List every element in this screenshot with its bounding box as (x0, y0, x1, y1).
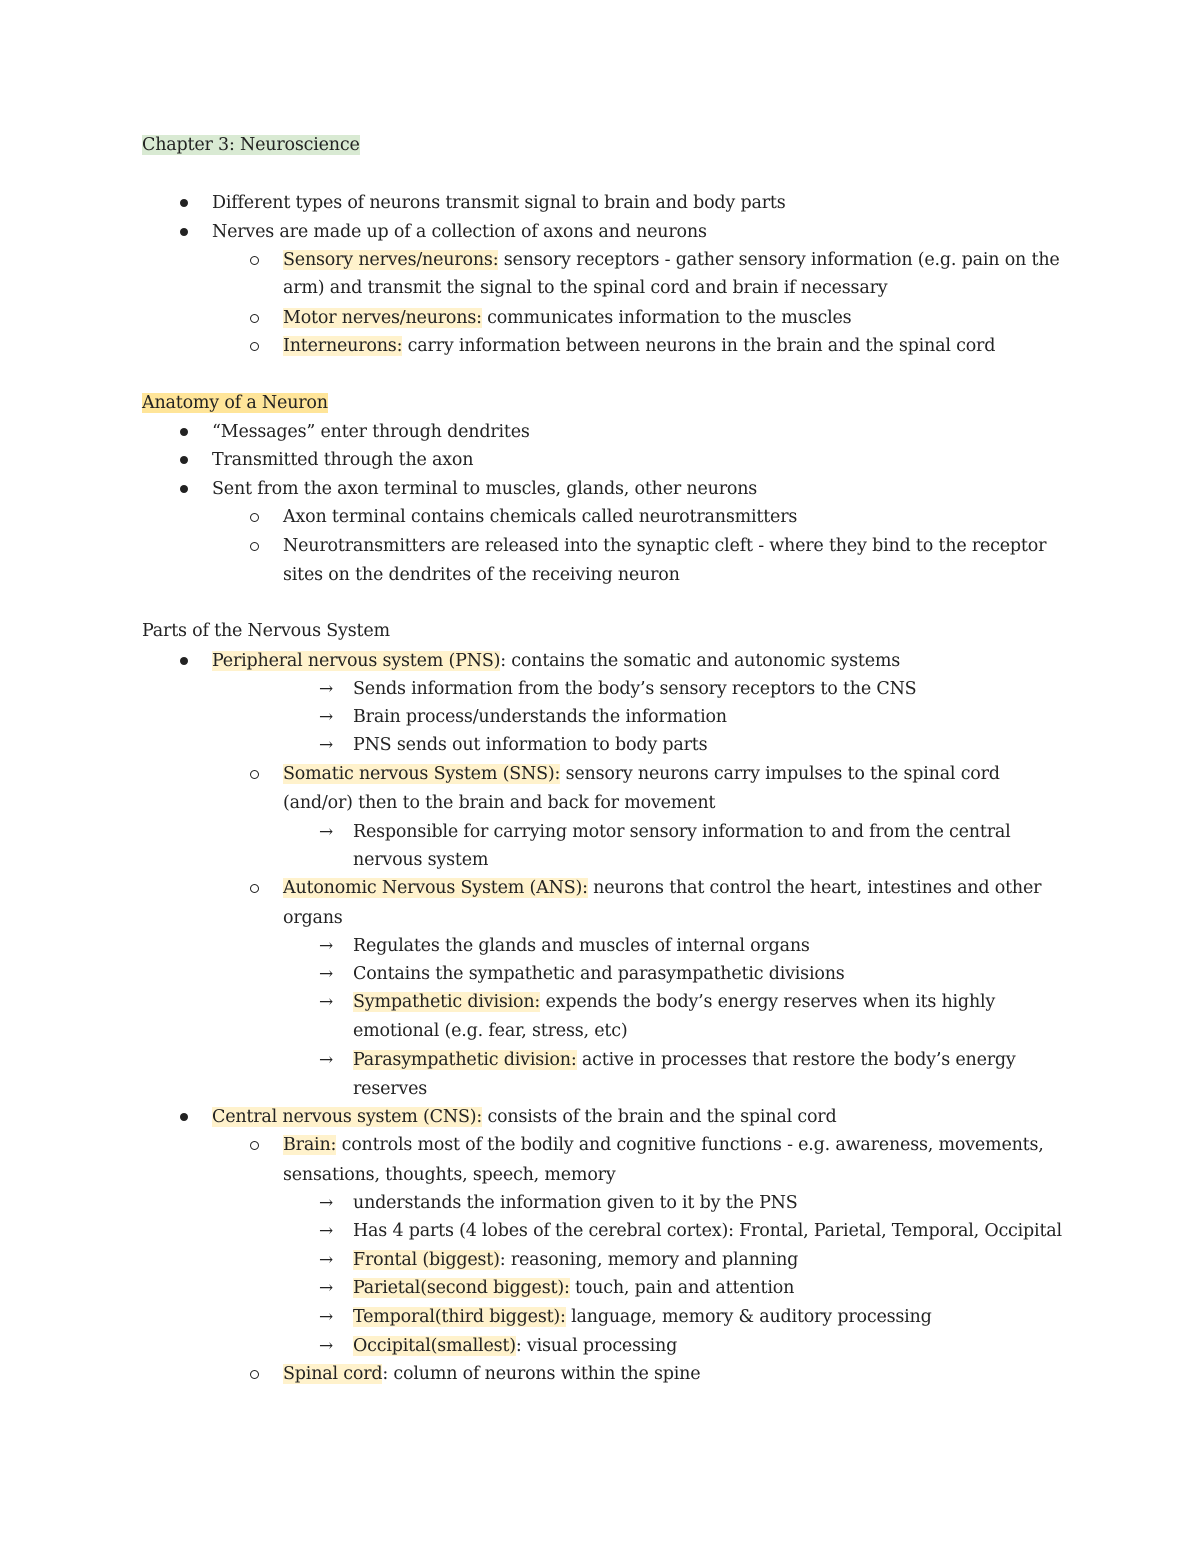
text-segment: communicates information to the muscles (481, 308, 852, 328)
highlighted-term: Spinal cord (283, 1364, 383, 1384)
text-segment: sites on the dendrites of the receiving neuron (283, 565, 680, 585)
arrow-bullet-icon: → (319, 735, 334, 755)
text-segment: sensory receptors - gather sensory information (e.g. pain on the (498, 250, 1060, 270)
text-segment: neurons that control the heart, intestines and other (587, 878, 1042, 898)
arrow-bullet-icon: → (319, 1250, 334, 1270)
circle-bullet-icon (250, 256, 259, 265)
highlighted-term: Sensory nerves/neurons: (283, 250, 499, 270)
text-segment: (and/or) then to the brain and back for movement (283, 793, 716, 813)
text-line (142, 133, 360, 157)
arrow-bullet-icon: → (319, 1193, 334, 1213)
text-line (283, 1362, 700, 1386)
text-segment: understands the information given to it by the PNS (353, 1193, 798, 1213)
text-line (142, 619, 390, 643)
text-segment: Contains the sympathetic and parasympathetic divisions (353, 964, 845, 984)
arrow-bullet-icon: → (319, 1278, 334, 1298)
text-segment: PNS sends out information to body parts (353, 735, 708, 755)
text-line (212, 477, 757, 501)
text-line (353, 1305, 932, 1329)
circle-bullet-icon (250, 1141, 259, 1150)
text-segment: : column of neurons within the spine (382, 1364, 701, 1384)
text-line (353, 1077, 427, 1101)
highlighted-term: Central nervous system (CNS): (212, 1107, 483, 1127)
circle-bullet-icon (250, 342, 259, 351)
text-line (283, 306, 851, 330)
text-segment: carry information between neurons in the brain and the spinal cord (402, 336, 996, 356)
circle-bullet-icon (250, 770, 259, 779)
text-line (353, 1248, 798, 1272)
text-segment: : visual processing (515, 1336, 678, 1356)
text-segment: sensory neurons carry impulses to the spinal cord (560, 764, 1000, 784)
text-line (353, 705, 727, 729)
text-segment: Responsible for carrying motor sensory information to and from the central (353, 822, 1011, 842)
circle-bullet-icon (250, 314, 259, 323)
arrow-bullet-icon: → (319, 707, 334, 727)
bullet-icon (180, 485, 188, 493)
highlighted-term: Interneurons: (283, 336, 403, 356)
bullet-icon (180, 456, 188, 464)
text-line (353, 962, 845, 986)
arrow-bullet-icon: → (319, 822, 334, 842)
text-line (283, 334, 995, 358)
text-segment: Has 4 parts (4 lobes of the cerebral cortex): Frontal, Parietal, Temporal, Occipital (353, 1221, 1062, 1241)
text-line (353, 1048, 1016, 1072)
highlighted-term: Autonomic Nervous System (ANS): (283, 878, 588, 898)
highlighted-term: Occipital(smallest) (353, 1336, 516, 1356)
text-segment: Axon terminal contains chemicals called neurotransmitters (283, 507, 798, 527)
text-segment: Regulates the glands and muscles of internal organs (353, 936, 810, 956)
circle-bullet-icon (250, 1370, 259, 1379)
text-segment: Neurotransmitters are released into the synaptic cleft - where they bind to the receptor (283, 536, 1047, 556)
text-segment: arm) and transmit the signal to the spinal cord and brain if necessary (283, 278, 888, 298)
text-line (283, 563, 680, 587)
arrow-bullet-icon: → (319, 1221, 334, 1241)
text-line (283, 1133, 1044, 1157)
text-segment: language, memory & auditory processing (565, 1307, 932, 1327)
text-segment: expends the body’s energy reserves when its highly (540, 992, 996, 1012)
highlighted-term: Somatic nervous System (SNS): (283, 764, 561, 784)
text-line (283, 762, 1000, 786)
text-line (353, 1334, 677, 1358)
arrow-bullet-icon: → (319, 1336, 334, 1356)
text-segment: active in processes that restore the body’s energy (576, 1050, 1016, 1070)
circle-bullet-icon (250, 542, 259, 551)
text-segment: sensations, thoughts, speech, memory (283, 1165, 616, 1185)
highlighted-term: Motor nerves/neurons: (283, 308, 482, 328)
bullet-icon (180, 428, 188, 436)
text-line (283, 276, 887, 300)
highlighted-term: Brain: (283, 1135, 337, 1155)
text-line (212, 220, 707, 244)
highlighted-term: Parietal(second biggest): (353, 1278, 570, 1298)
text-line (353, 848, 488, 872)
text-segment: Different types of neurons transmit signal to brain and body parts (212, 193, 786, 213)
text-line (283, 791, 715, 815)
arrow-bullet-icon: → (319, 679, 334, 699)
arrow-bullet-icon: → (319, 964, 334, 984)
text-segment: emotional (e.g. fear, stress, etc) (353, 1021, 628, 1041)
text-line (353, 1019, 627, 1043)
text-line (212, 191, 786, 215)
text-line (283, 1163, 616, 1187)
text-line (353, 1191, 798, 1215)
arrow-bullet-icon: → (319, 992, 334, 1012)
highlighted-term: Chapter 3: Neuroscience (142, 135, 360, 155)
highlighted-term: Parasympathetic division: (353, 1050, 577, 1070)
highlighted-term: Anatomy of a Neuron (142, 393, 328, 413)
text-line (353, 1276, 794, 1300)
text-segment: Sends information from the body’s sensory receptors to the CNS (353, 679, 917, 699)
circle-bullet-icon (250, 884, 259, 893)
text-segment: reserves (353, 1079, 428, 1099)
text-line (283, 534, 1046, 558)
text-segment: Parts of the Nervous System (142, 621, 390, 641)
text-line (353, 1219, 1062, 1243)
text-segment: : contains the somatic and autonomic systems (500, 651, 901, 671)
text-segment: touch, pain and attention (569, 1278, 795, 1298)
text-segment: “Messages” enter through dendrites (212, 422, 530, 442)
text-line (283, 248, 1060, 272)
text-line (353, 820, 1011, 844)
circle-bullet-icon (250, 513, 259, 522)
text-line (283, 505, 797, 529)
text-segment: nervous system (353, 850, 489, 870)
arrow-bullet-icon: → (319, 1050, 334, 1070)
bullet-icon (180, 657, 188, 665)
bullet-icon (180, 228, 188, 236)
highlighted-term: Frontal (biggest) (353, 1250, 500, 1270)
highlighted-term: Peripheral nervous system (PNS) (212, 651, 501, 671)
text-segment: organs (283, 908, 343, 928)
text-line (212, 448, 473, 472)
text-segment: Transmitted through the axon (212, 450, 474, 470)
text-line (283, 906, 343, 930)
arrow-bullet-icon: → (319, 1307, 334, 1327)
text-segment: : reasoning, memory and planning (499, 1250, 799, 1270)
text-line (353, 990, 995, 1014)
text-line (283, 876, 1041, 900)
text-line (212, 1105, 836, 1129)
highlighted-term: Temporal(third biggest): (353, 1307, 566, 1327)
text-line (212, 649, 900, 673)
text-segment: controls most of the bodily and cognitive functions - e.g. awareness, movements, (336, 1135, 1044, 1155)
arrow-bullet-icon: → (319, 936, 334, 956)
bullet-icon (180, 1113, 188, 1121)
text-segment: Sent from the axon terminal to muscles, glands, other neurons (212, 479, 758, 499)
bullet-icon (180, 199, 188, 207)
text-segment: Nerves are made up of a collection of axons and neurons (212, 222, 707, 242)
text-segment: Brain process/understands the information (353, 707, 727, 727)
text-line (353, 733, 707, 757)
highlighted-term: Sympathetic division: (353, 992, 541, 1012)
text-line (142, 391, 328, 415)
text-segment: consists of the brain and the spinal cord (482, 1107, 837, 1127)
text-line (353, 934, 810, 958)
text-line (353, 677, 916, 701)
text-line (212, 420, 530, 444)
